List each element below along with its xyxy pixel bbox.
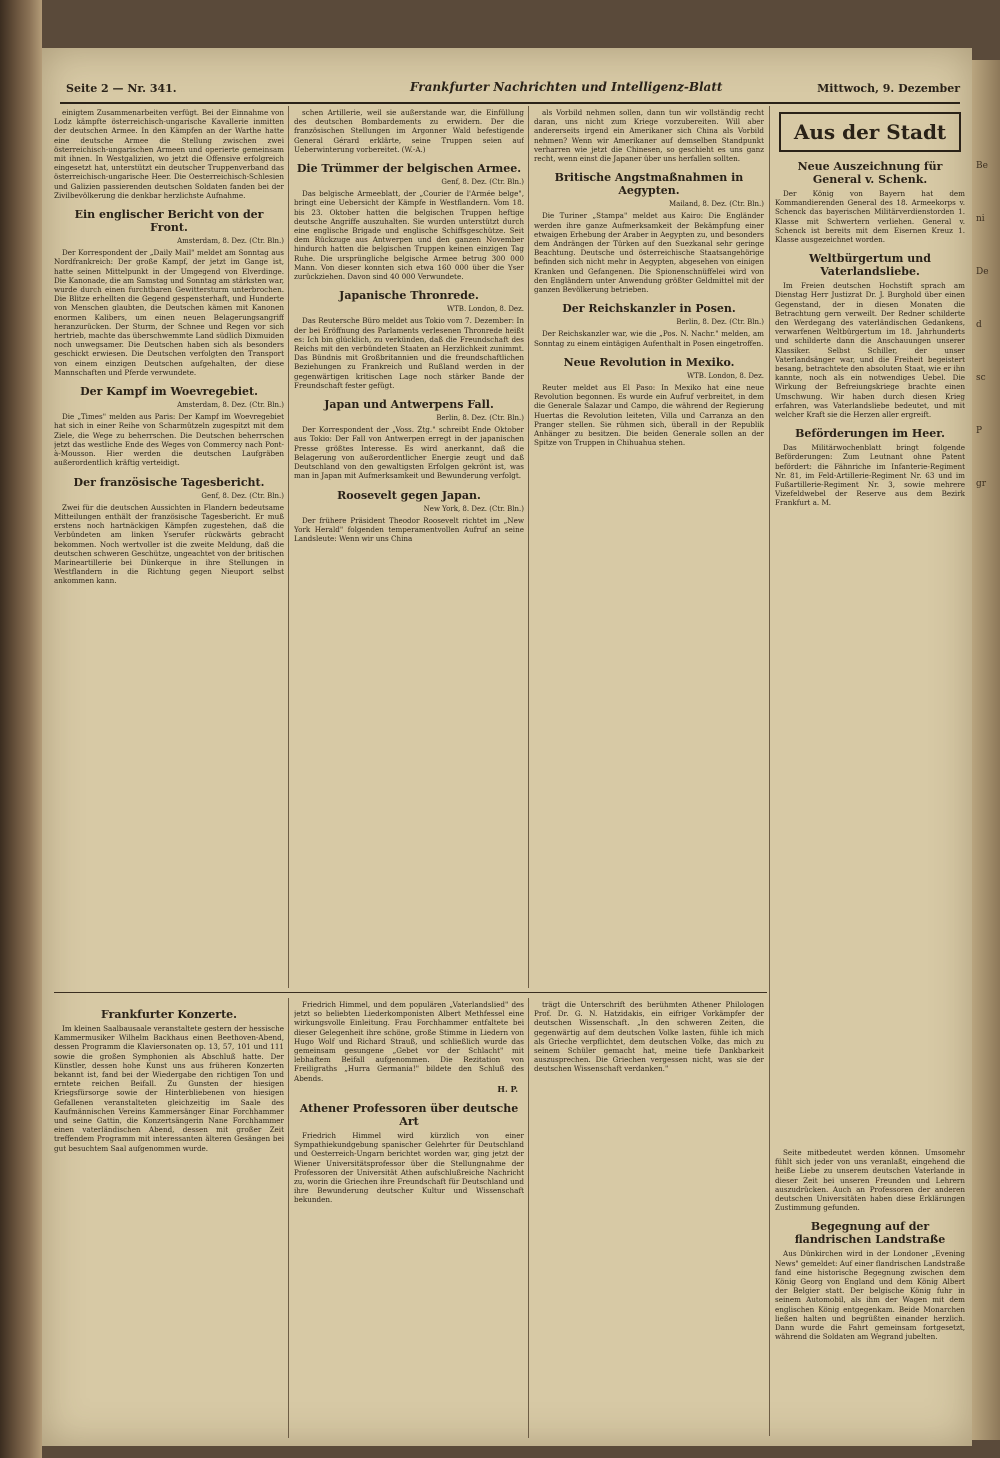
dateline: New York, 8. Dez. (Ctr. Bln.)	[423, 504, 524, 513]
page-header	[60, 78, 960, 104]
issue-date: Mittwoch, 9. Dezember	[817, 82, 960, 95]
dateline: Genf, 8. Dez. (Ctr. Bln.)	[441, 178, 524, 187]
article-text: Reuter meldet aus El Paso: In Mexiko hat eine neue Revolution begonnen. Es wurde ein Aufruf verbreitet, in dem die Generale Salazar und Campo, die während der Regierung Huertas die Revolution leiteten, Villa und Carranza an den Pranger stellen. Sie rühmen sich, überall in der Republik Anhänger zu besitzen. Die beiden Generale sollen an der Spitze von Truppen in Chihuahua stehen.	[534, 383, 764, 448]
fragment: sc	[976, 373, 986, 383]
column-rule	[528, 998, 529, 1438]
article-text: Die „Times" melden aus Paris: Der Kampf im Woevregebiet hat sich in einer Reihe von Scharmützeln zugespitzt mit dem Ziele, die Wege zu beherrschen. Die Deutschen beherrschen jetzt das westliche Ende des Weges von Commercy nach Pont-à-Mousson. Hier werden die deutschen Laufgräben außerordentlich kräftig verteidigt.	[54, 412, 284, 468]
headline: Beförderungen im Heer.	[795, 427, 945, 441]
feuilleton-col-1	[54, 1000, 284, 1438]
article-continuation: schen Artillerie, weil sie außerstande war, die Einfüllung des deutschen Bombardements zu erwidern. Der die französischen Stellungen im Argonner Wald befestigende General Gérard erklärte, seine Truppen seien auf Ueberwinterung vorbereitet. (W.-A.)	[294, 108, 524, 154]
column-rule	[288, 998, 289, 1438]
article-continuation: Seite mitbedeutet werden können. Umsomehr fühlt sich jeder von uns veranlaßt, eingehend die heiße Liebe zu unserem deutschen Vaterlande in dieser Zeit bei unseren Freunden und Lehrern auszudrücken. Auch an Professoren der anderen deutschen Universitäten haben diese Erklärungen Zustimmung gefunden.	[775, 1148, 965, 1213]
article-text: Der Korrespondent der „Daily Mail" meldet am Sonntag aus Nordfrankreich: Der große Kampf, der jetzt im Gange ist, hatte seinen Mittelpunkt in der Umgegend von Elverdinge. Die Kanonade, die am Samstag und Sonntag am stärksten war, wurde durch einen furchtbaren Gewittersturm unterbrochen. Die Blitze erhellten die Gegend gespensterhaft, und Hunderte von Menschen glaubten, die Deutschen kämen mit Kanonen enormen Kalibers, um einen neuen Belagerungsangriff heranzurücken. Der Sturm, der Schnee und Regen vor sich hertrieb, machte das überschwemmte Land südlich Dixmuiden noch unwegsamer. Die Deutschen haben sich als besonders geschickt erwiesen. Die Deutschen verfolgten den Transport von einem einzigen Deutschen aufgehalten, der diese Mannschaften und Pferde verwundete.	[54, 248, 284, 377]
headline: Britische Angstmaßnahmen in Aegypten.	[554, 171, 744, 198]
article-text: Das Reutersche Büro meldet aus Tokio vom 7. Dezember: In der bei Eröffnung des Parlaments verlesenen Thronrede heißt es: Ich bin glücklich, zu verkünden, daß die Freundschaft des Reichs mit den verbündeten Staaten an Herzlichkeit zunimmt. Das Bündnis mit Großbritannien und die freundschaftlichen Beziehungen zu Frankreich und Rußland werden in der gegenwärtigen kritischen Lage noch stärker Bande der Freundschaft fester gefügt.	[294, 316, 524, 390]
dateline: WTB. London, 8. Dez.	[446, 305, 524, 314]
article-continuation: einigtem Zusammenarbeiten verfügt. Bei der Einnahme von Lodz kämpfte österreichisch-ungarische Kavallerie inmitten der deutschen Armee. In den Kämpfen an der Warthe hatte eine deutsche Armee die Stellung zwischen zwei österreichisch-ungarischen Armeen und operierte gemeinsam mit ihnen. In Westgalizien, wo jetzt die Offensive erfolgreich eingesetzt hat, unterstützt ein deutscher Truppenverband das österreichisch-ungarische Heer. Die Oesterreichisch-Schlesien und Galizien passierenden deutschen Soldaten fanden bei der Zivilbevölkerung die denkbar herzlichste Aufnahme.	[54, 108, 284, 200]
headline: Ein englischer Bericht von der Front.	[74, 208, 264, 235]
headline: Japanische Thronrede.	[339, 289, 479, 303]
article-continuation: als Vorbild nehmen sollen, dann tun wir vollständig recht daran, uns nicht zum Kriege vorzubereiten. Will aber andererseits irgend ein Amerikaner sich China als Vorbild nehmen? Wenn wir Amerikaner auf demselben Standpunkt verharren wie jetzt die Chinesen, so geschieht es uns ganz recht, wenn einst die Japaner über uns herfallen sollten.	[534, 108, 764, 164]
dateline: Genf, 8. Dez. (Ctr. Bln.)	[201, 491, 284, 500]
feuilleton-col-2	[294, 1000, 524, 1438]
fragment: De	[976, 267, 989, 277]
fragment: d	[976, 320, 982, 330]
article-text: Der frühere Präsident Theodor Roosevelt richtet im „New York Herald" folgenden temperamentvollen Aufruf an seine Landsleute: Wenn wir uns China	[294, 515, 524, 544]
newspaper-page	[42, 48, 972, 1446]
feuilleton-col-4	[775, 1148, 965, 1438]
fragment: Be	[976, 161, 988, 171]
article-text: Friedrich Himmel wird kürzlich von einer Sympathiekundgebung spanischer Gelehrter für Deutschland und Oesterreich-Ungarn berichtet worden war, ging jetzt der Wiener Universitätsprofessor über die Stellungnahme der Professoren der Universität Athen aufschlußreiche Nachricht zu, worin die Griechen ihre Freundschaft für Deutschland und ihre Bewunderung deutscher Kultur und Wissenschaft bekunden.	[294, 1131, 524, 1205]
fragment: gr	[976, 479, 987, 489]
fragment: P	[976, 426, 983, 436]
article-text: Im Freien deutschen Hochstift sprach am Dienstag Herr Justizrat Dr. J. Burghold über einen Gegenstand, der in diesen Monaten die Betrachtung gern verweilt. Der Redner schilderte den Werdegang des vaterländischen Gedankens, verwarfenen Weltbürgertum im 18. Jahrhunderts und schilderte dann die Anschauungen unserer Klassiker. Selbst Schiller, der unser Vaterlandsänger war, und die Freiheit begeistert besang, betrachtete den absoluten Staat, wie er ihn kannte, noch als ein notwendiges Uebel. Die Wirkung der Befreiungskriege brachte einen Umschwung. Wir haben durch diesen Krieg erfahren, was Vaterlandsliebe bedeutet, und mit welcher Kraft sie die Herzen aller ergreift.	[775, 281, 965, 420]
article-text: Zwei für die deutschen Aussichten in Flandern bedeutsame Mitteilungen enthält der französische Tagesbericht. Er muß erstens noch hartnäckigen Kämpfen zugestehen, daß die Verbündeten am linken Yserufer rückwärts gebracht bekommen. Noch wertvoller ist die zweite Meldung, daß die deutschen schweren Geschütze, ungeachtet von der britischen Marineartillerie bei Dünkerque in ihre Stellungen in Westflandern in die Richtung gegen Nieuport selbst ankommen kann.	[54, 502, 284, 586]
article-text: Im kleinen Saalbausaale veranstaltete gestern der hessische Kammermusiker Wilhelm Backhaus einen Beethoven-Abend, dessen Programm die Klaviersonaten op. 13, 57, 101 und 111 sowie die großen Symphonien als Abschluß hatte. Der Künstler, dessen hohe Kunst uns aus früheren Konzerten bekannt ist, fand bei der Wiedergabe den richtigen Ton und erntete reichen Beifall. Zu Gunsten der hiesigen Kriegsfürsorge sowie der Hinterbliebenen von hiesigen Gefallenen veranstalteten gleichzeitig im Saale des Kaufmännischen Vereins Kammersänger Einar Forchhammer und seine Gattin, die Konzertsängerin Nane Forchhammer einen vaterländischen Abend, dessen mit großer Zeit treffendem Programm mit interessanten älteren Gesängen bei gut besuchtem Saal aufgenommen wurde.	[54, 1024, 284, 1153]
dateline: Amsterdam, 8. Dez. (Ctr. Bln.)	[177, 237, 284, 246]
headline: Die Trümmer der belgischen Armee.	[296, 162, 522, 176]
article-text: Das belgische Armeeblatt, der „Courier de l'Armée belge", bringt eine Uebersicht der Kämpfe in Westflandern. Vom 18. bis 23. Oktober hatten die belgischen Truppen heftige deutsche Angriffe auszuhalten. Sie wurden unterstützt durch eine englische Brigade und englische Schiffsgeschütze. Seit dem Rückzuge aus Antwerpen und den ganzen November hindurch hatten die belgischen Truppen keinen einzigen Tag Ruhe. Die ursprüngliche belgische Armee betrug 300 000 Mann. Von dieser konnten sich etwa 160 000 über die Yser zurückziehen. Davon sind 40 000 Verwundete.	[294, 189, 524, 282]
masthead: Frankfurter Nachrichten und Intelligenz-Blatt	[410, 80, 723, 94]
headline: Der Kampf im Woevregebiet.	[80, 385, 258, 399]
column-rule	[528, 106, 529, 988]
feuilleton-col-3	[534, 1000, 764, 1438]
next-page-fragments	[976, 160, 996, 531]
column-2	[294, 108, 524, 988]
headline: Neue Revolution in Mexiko.	[563, 355, 735, 369]
fragment: ni	[976, 214, 985, 224]
headline: Begegnung auf der flandrischen Landstraße	[794, 1220, 946, 1247]
dateline: WTB. London, 8. Dez.	[686, 371, 764, 380]
article-text: Aus Dünkirchen wird in der Londoner „Evening News" gemeldet: Auf einer flandrischen Landstraße fand eine historische Begegnung zwischen dem König Georg von England und dem König Albert der Belgier statt. Der belgische König fuhr in seinem Automobil, als ihm der Wagen mit dem englischen König entgegenkam. Beide Monarchen ließen halten und begrüßten einander herzlich. Dann wurde die Fahrt gemeinsam fortgesetzt, während die Soldaten am Wegrand jubelten.	[775, 1249, 965, 1342]
column-rule	[288, 106, 289, 988]
article-continuation: Friedrich Himmel, und dem populären „Vaterlandslied" des jetzt so beliebten Liederkomponisten Albert Methfessel eine wirkungsvolle Einleitung. Frau Forchhammer entfaltete bei dieser Gelegenheit ihre schöne, große Stimme in Liedern von Hugo Wolf und Richard Strauß, und schließlich wurde das gemeinsam gesungene „Gebet vor der Schlacht" mit lebhaftem Beifall aufgenommen. Die Rezitation von Freiligraths „Hurra Germania!" bildete den Schluß des Abends.	[294, 1000, 524, 1083]
headline: Athener Professoren über deutsche Art	[299, 1102, 519, 1129]
headline: Der französische Tagesbericht.	[73, 475, 265, 489]
headline: Neue Auszeichnung für General v. Schenk.	[797, 160, 943, 186]
page-number: Seite 2 — Nr. 341.	[66, 82, 177, 95]
headline: Der Reichskanzler in Posen.	[562, 302, 736, 316]
dateline: Berlin, 8. Dez. (Ctr. Bln.)	[676, 318, 764, 327]
column-rule	[769, 106, 770, 1436]
author-signature: H. P.	[497, 1083, 518, 1094]
article-text: Das Militärwochenblatt bringt folgende Beförderungen: Zum Leutnant ohne Patent befördert: die Fähnriche im Infanterie-Regiment Nr. 81, im Feld-Artillerie-Regiment Nr. 63 und im Fußartillerie-Regiment Nr. 3, sowie mehrere Vizefeldwebel der Reserve aus dem Bezirk Frankfurt a. M.	[775, 443, 965, 508]
headline: Frankfurter Konzerte.	[101, 1008, 237, 1021]
column-1	[54, 108, 284, 988]
headline: Weltbürgertum und Vaterlandsliebe.	[809, 252, 931, 279]
dateline: Amsterdam, 8. Dez. (Ctr. Bln.)	[177, 401, 284, 410]
section-title-box: Aus der Stadt	[779, 112, 961, 152]
article-text: Der Reichskanzler war, wie die „Pos. N. Nachr." melden, am Sonntag zu einem eintägigen Aufenthalt in Posen eingetroffen.	[534, 329, 764, 348]
column-3	[534, 108, 764, 988]
feuilleton-rule	[54, 992, 767, 993]
headline: Japan und Antwerpens Fall.	[324, 398, 494, 412]
dateline: Mailand, 8. Dez. (Ctr. Bln.)	[668, 200, 764, 209]
article-text: Der König von Bayern hat dem Kommandierenden General des 18. Armeekorps v. Schenck das bayerischen Militärverdienstorden 1. Klasse mit Schwertern verliehen. General v. Schenck ist bereits mit dem Eisernen Kreuz 1. Klasse ausgezeichnet worden.	[775, 189, 965, 245]
article-text: Der Korrespondent der „Voss. Ztg." schreibt Ende Oktober aus Tokio: Der Fall von Antwerpen erregt in der japanischen Presse größtes Interesse. Es wird anerkannt, daß die Belagerung von außerordentlicher Energie zeugt und daß Deutschland von den gewaltigsten Erfolgen gekrönt ist, was man in Japan mit Aufmerksamkeit und Bewunderung verfolgt.	[294, 425, 524, 481]
dateline: Berlin, 8. Dez. (Ctr. Bln.)	[436, 414, 524, 423]
book-binding	[0, 0, 42, 1458]
article-continuation: trägt die Unterschrift des berühmten Athener Philologen Prof. Dr. G. N. Hatzidakis, ein eifriger Vorkämpfer der deutschen Wissenschaft. „In den schweren Zeiten, die gegenwärtig auf dem deutschen Volke lasten, fühle ich mich als Grieche verpflichtet, dem deutschen Volke, das mich zu seinem Schüler gemacht hat, meine tiefe Dankbarkeit auszusprechen. Die Griechen vergessen nicht, was sie der deutschen Wissenschaft verdanken."	[534, 1000, 764, 1074]
article-text: Die Turiner „Stampa" meldet aus Kairo: Die Engländer werden ihre ganze Aufmerksamkeit der Bekämpfung einer etwaigen Erhebung der Araber in Aegypten zu, und besonders dem Andrängen der Türken auf den Suezkanal sehr geringe Beachtung. Deutsche und österreichische Staatsangehörige befinden sich nicht mehr in Aegypten, abgesehen von einigen Kranken und Gefangenen. Die Spionenschnüffelei wird von den Engländern unter Anwendung größter Geldmittel mit der ganzen Bevölkerung betrieben.	[534, 211, 764, 295]
next-page-edge	[972, 60, 1000, 1440]
headline: Roosevelt gegen Japan.	[337, 488, 481, 502]
